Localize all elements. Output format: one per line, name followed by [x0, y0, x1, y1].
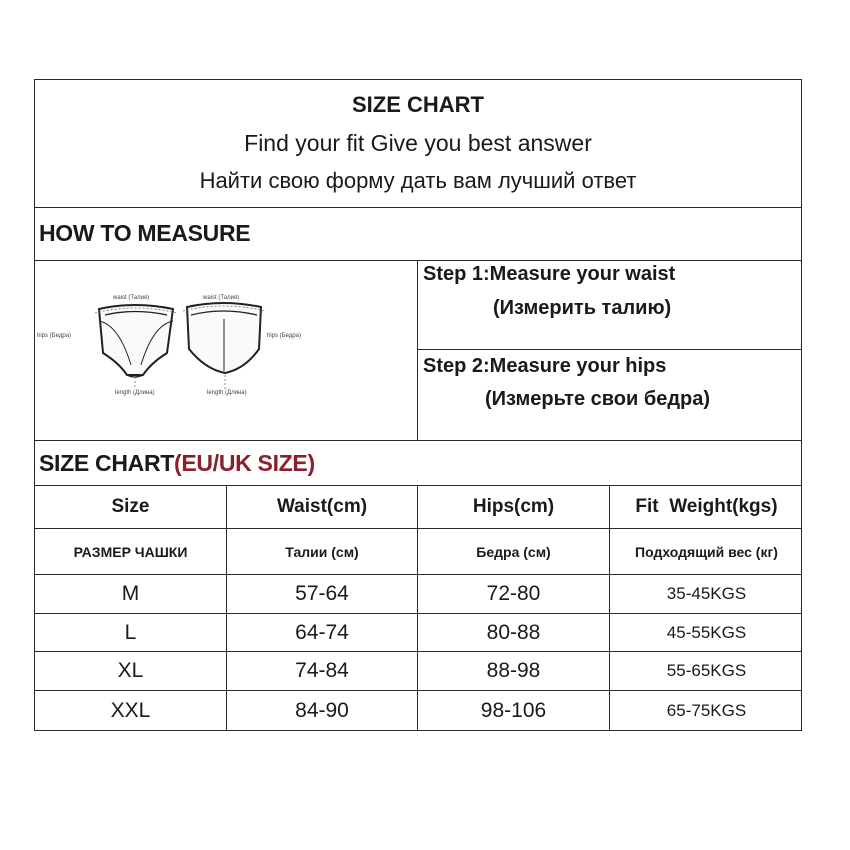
how-to-measure-heading: HOW TO MEASURE [39, 220, 251, 246]
column-header-hips-ru: Бедра (см) [476, 543, 551, 560]
table-cell-hips: 80-88 [486, 620, 541, 644]
column-header-waist-ru: Талии (см) [285, 543, 359, 560]
table-cell-weight: 45-55KGS [666, 622, 747, 642]
column-header-size: Size [111, 496, 150, 517]
column-header-size-ru: РАЗМЕР ЧАШКИ [73, 543, 188, 560]
subtitle-english: Find your fit Give you best answer [244, 130, 592, 156]
divider [35, 440, 801, 441]
table-cell-waist: 74-84 [295, 659, 349, 682]
divider [418, 349, 801, 350]
measure-diagram [35, 261, 417, 439]
page-title: SIZE CHART [352, 92, 484, 117]
waist-label-back: waist (Талия) [203, 295, 240, 301]
table-cell-weight: 65-75KGS [666, 700, 747, 720]
table-cell-hips: 88-98 [486, 659, 541, 682]
column-header-waist: Waist(cm) [276, 496, 368, 517]
column-header-weight: Fit Weight(kgs) [635, 496, 778, 517]
size-chart-heading-main: SIZE CHART [39, 450, 175, 476]
table-cell-hips: 72-80 [486, 582, 541, 605]
divider [417, 261, 418, 440]
step2-text: Step 2:Measure your hips [423, 355, 667, 377]
hips-label-back: hips (Бедра) [267, 333, 301, 339]
table-cell-size: XL [117, 659, 144, 682]
step2-ru-text: (Измерьте свои бедра) [485, 388, 711, 410]
size-chart-heading-accent: (EU/UK SIZE) [174, 450, 315, 476]
table-cell-hips: 98-106 [480, 698, 547, 722]
table-cell-waist: 57-64 [295, 582, 349, 605]
length-label-back: length (Длина) [207, 390, 247, 396]
table-cell-weight: 35-45KGS [666, 584, 747, 603]
waist-label-front: waist (Талия) [113, 295, 150, 301]
size-chart-frame [34, 79, 802, 731]
table-cell-size: M [121, 582, 140, 605]
table-cell-size: XXL [110, 698, 151, 722]
column-header-hips: Hips(cm) [472, 496, 555, 517]
divider [35, 207, 801, 208]
subtitle-russian: Найти свою форму дать вам лучший ответ [199, 168, 637, 193]
table-cell-size: L [124, 620, 137, 644]
table-cell-waist: 84-90 [295, 698, 349, 722]
step1-ru-text: (Измерить талию) [493, 297, 672, 319]
column-header-weight-ru: Подходящий вес (кг) [635, 543, 778, 560]
table-cell-weight: 55-65KGS [666, 661, 747, 680]
panties-diagram-icon [35, 261, 417, 439]
table-cell-waist: 64-74 [295, 620, 349, 644]
length-label-front: length (Длина) [115, 390, 155, 396]
step1-text: Step 1:Measure your waist [423, 263, 676, 285]
size-chart-heading [39, 450, 315, 477]
hips-label-front: hips (Бедра) [37, 333, 71, 339]
